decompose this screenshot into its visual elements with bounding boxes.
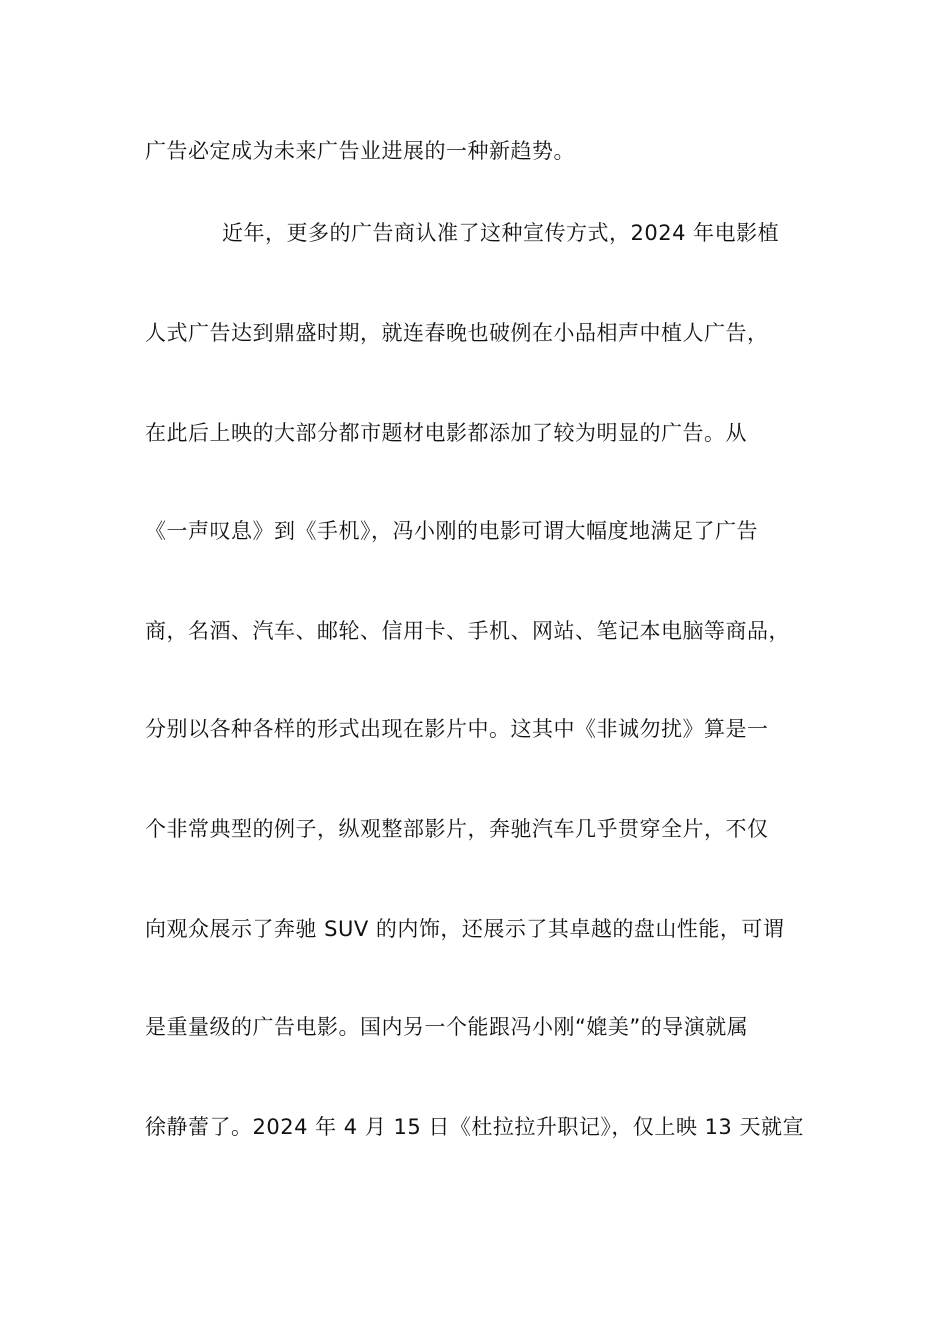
paragraph-line: 广告必定成为未来广告业进展的一种新趋势。: [145, 139, 575, 163]
paragraph-line: 人式广告达到鼎盛时期，就连春晚也破例在小品相声中植人广告，: [145, 321, 769, 345]
paragraph-line: 商，名酒、汽车、邮轮、信用卡、手机、网站、笔记本电脑等商品，: [145, 619, 790, 643]
paragraph-line: 是重量级的广告电影。国内另一个能跟冯小刚“媲美”的导演就属: [145, 1015, 749, 1039]
paragraph-line: 向观众展示了奔驰 SUV 的内饰，还展示了其卓越的盘山性能，可谓: [145, 917, 785, 941]
paragraph-line: 在此后上映的大部分都市题材电影都添加了较为明显的广告。从: [145, 421, 747, 445]
paragraph-line: 个非常典型的例子，纵观整部影片，奔驰汽车几乎贯穿全片，不仅: [145, 817, 769, 841]
paragraph-line: 徐静蕾了。2024 年 4 月 15 日《杜拉拉升职记》，仅上映 13 天就宣: [145, 1115, 804, 1139]
paragraph-first-line: 近年，更多的广告商认准了这种宣传方式，2024 年电影植: [222, 221, 780, 245]
paragraph-line: 分别以各种各样的形式出现在影片中。这其中《非诚勿扰》算是一: [145, 717, 769, 741]
paragraph-line: 《一声叹息》到《手机》，冯小刚的电影可谓大幅度地满足了广告: [145, 519, 758, 543]
